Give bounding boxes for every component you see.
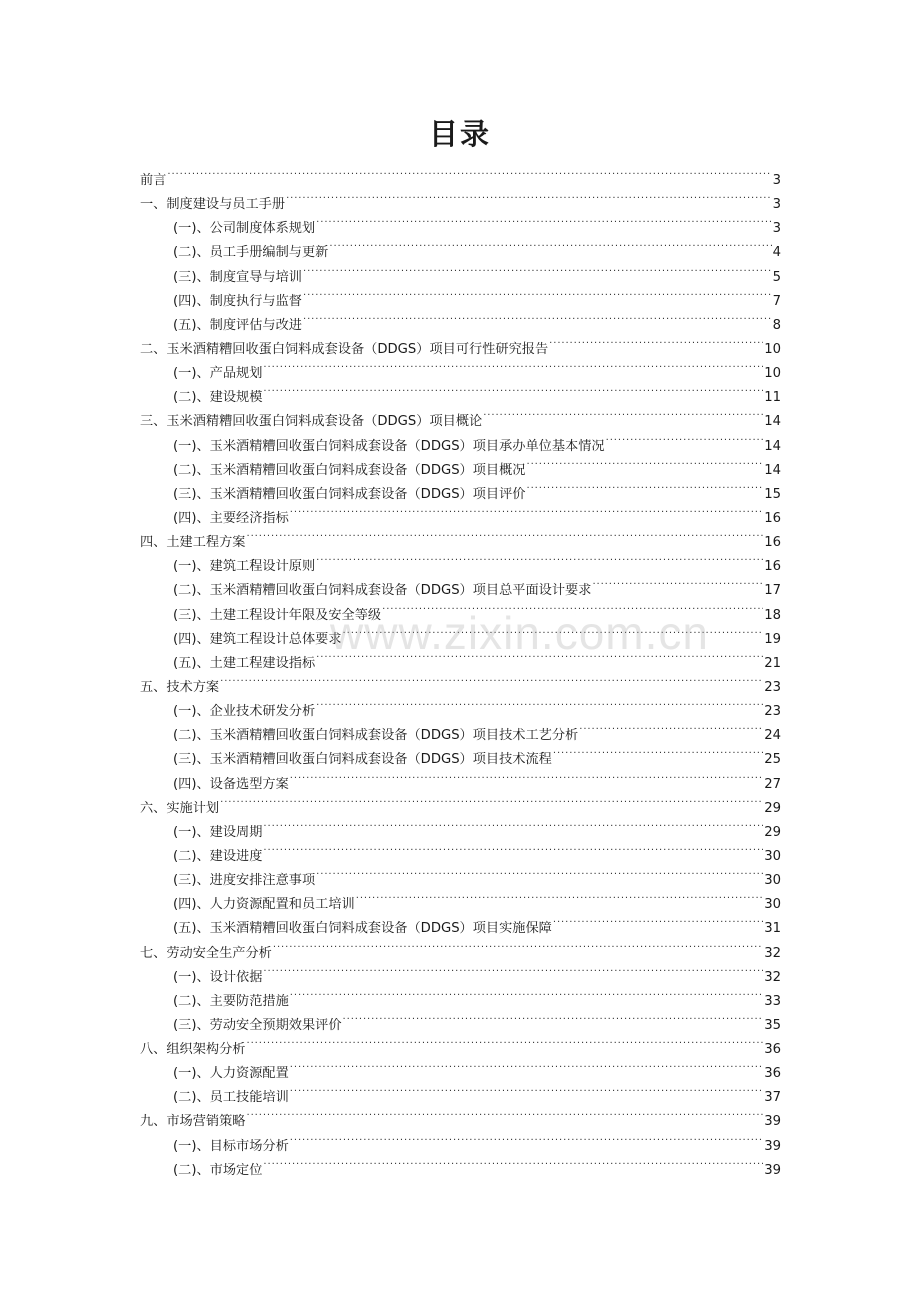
toc-entry-label: (四)、设备选型方案 <box>173 773 290 797</box>
toc-entry-label: (一)、设计依据 <box>173 966 263 990</box>
toc-entry-label: 一、制度建设与员工手册 <box>140 193 286 217</box>
toc-entry-label: (二)、玉米酒精糟回收蛋白饲料成套设备（DDGS）项目技术工艺分析 <box>173 724 579 748</box>
toc-entry-page: 30 <box>764 897 781 913</box>
toc-entry[interactable] <box>140 981 781 1009</box>
toc-entry-label: (二)、玉米酒精糟回收蛋白饲料成套设备（DDGS）项目概况 <box>173 459 527 483</box>
toc-entry-page: 3 <box>772 221 781 237</box>
toc-entry-label: 四、土建工程方案 <box>140 531 247 555</box>
toc-dot-leader <box>382 595 763 619</box>
toc-entry-label: (三)、制度宣导与培训 <box>173 266 303 290</box>
toc-dot-leader <box>290 1077 763 1101</box>
toc-entry-page: 3 <box>772 197 781 213</box>
toc-entry-page: 37 <box>764 1090 781 1106</box>
toc-dot-leader <box>527 474 764 498</box>
toc-entry-label: (一)、企业技术研发分析 <box>173 700 316 724</box>
toc-dot-leader <box>303 257 772 281</box>
toc-entry-page: 10 <box>764 366 781 382</box>
toc-entry-label: (一)、建设周期 <box>173 821 263 845</box>
toc-entry[interactable] <box>140 764 781 792</box>
toc-entry-page: 29 <box>764 824 781 840</box>
toc-dot-leader <box>167 160 771 184</box>
toc-entry-page: 23 <box>764 704 781 720</box>
toc-entry[interactable] <box>140 160 781 188</box>
toc-entry-page: 16 <box>764 559 781 575</box>
toc-dot-leader <box>263 353 763 377</box>
toc-entry-page: 11 <box>764 390 781 406</box>
toc-entry-page: 7 <box>772 293 781 309</box>
toc-entry-label: (二)、市场定位 <box>173 1159 263 1183</box>
toc-entry[interactable] <box>140 401 781 430</box>
toc-entry-page: 16 <box>764 510 781 526</box>
toc-entry-label: (一)、产品规划 <box>173 362 263 386</box>
toc-entry-label: (四)、人力资源配置和员工培训 <box>173 893 356 917</box>
toc-entry[interactable] <box>140 522 781 551</box>
toc-entry-page: 36 <box>764 1066 781 1082</box>
toc-entry[interactable] <box>140 474 781 502</box>
toc-entry-label: 五、技术方案 <box>140 676 220 700</box>
toc-entry[interactable] <box>140 691 781 720</box>
toc-entry[interactable] <box>140 860 781 889</box>
toc-entry-label: (一)、人力资源配置 <box>173 1062 290 1086</box>
toc-entry-page: 36 <box>764 1042 781 1058</box>
toc-entry[interactable] <box>140 1101 781 1130</box>
toc-entry[interactable] <box>140 208 781 237</box>
toc-entry[interactable] <box>140 908 781 937</box>
toc-dot-leader <box>303 305 772 329</box>
toc-dot-leader <box>263 836 763 860</box>
toc-entry-page: 14 <box>764 462 781 478</box>
toc-entry-page: 30 <box>764 848 781 864</box>
toc-entry[interactable] <box>140 1077 781 1106</box>
toc-entry-page: 39 <box>764 1162 781 1178</box>
toc-entry-page: 39 <box>764 1114 781 1130</box>
toc-entry-page: 32 <box>764 969 781 985</box>
toc-dot-leader <box>303 281 772 305</box>
toc-entry[interactable] <box>140 329 781 357</box>
toc-entry[interactable] <box>140 184 781 213</box>
toc-dot-leader <box>483 401 763 425</box>
toc-entry[interactable] <box>140 498 781 526</box>
toc-dot-leader <box>606 426 764 450</box>
toc-entry[interactable] <box>140 450 781 478</box>
toc-entry[interactable] <box>140 667 781 695</box>
toc-entry[interactable] <box>140 1150 781 1178</box>
toc-entry-page: 24 <box>764 728 781 744</box>
toc-entry[interactable] <box>140 1053 781 1082</box>
toc-dot-leader <box>273 933 763 957</box>
toc-entry[interactable] <box>140 426 781 454</box>
toc-entry-label: (二)、玉米酒精糟回收蛋白饲料成套设备（DDGS）项目总平面设计要求 <box>173 579 592 603</box>
toc-dot-leader <box>290 1126 763 1150</box>
toc-entry[interactable] <box>140 353 781 382</box>
toc-dot-leader <box>247 522 764 546</box>
toc-entry-label: (五)、玉米酒精糟回收蛋白饲料成套设备（DDGS）项目实施保障 <box>173 917 553 941</box>
toc-entry-label: (二)、员工技能培训 <box>173 1086 290 1110</box>
toc-entry-page: 25 <box>764 752 781 768</box>
toc-entry[interactable] <box>140 257 781 285</box>
toc-entry-page: 21 <box>764 655 781 671</box>
toc-entry[interactable] <box>140 836 781 864</box>
toc-entry-page: 23 <box>764 679 781 695</box>
toc-entry-page: 14 <box>764 414 781 430</box>
toc-dot-leader <box>263 1150 763 1174</box>
toc-dot-leader <box>263 377 763 401</box>
toc-entry[interactable] <box>140 232 781 261</box>
toc-dot-leader <box>316 643 763 667</box>
toc-entry-page: 32 <box>764 945 781 961</box>
toc-entry-page: 15 <box>764 486 781 502</box>
toc-entry-page: 35 <box>764 1017 781 1033</box>
toc-dot-leader <box>579 715 763 739</box>
toc-dot-leader <box>263 957 763 981</box>
toc-dot-leader <box>290 981 763 1005</box>
toc-entry-label: (四)、主要经济指标 <box>173 507 290 531</box>
toc-entry-label: (三)、进度安排注意事项 <box>173 869 316 893</box>
toc-entry[interactable] <box>140 570 781 599</box>
toc-dot-leader <box>220 667 763 691</box>
toc-entry-label: (四)、建筑工程设计总体要求 <box>173 628 343 652</box>
toc-entry[interactable] <box>140 788 781 816</box>
toc-dot-leader <box>263 812 763 836</box>
toc-entry-label: 三、玉米酒精糟回收蛋白饲料成套设备（DDGS）项目概论 <box>140 410 483 434</box>
toc-entry-label: (二)、建设进度 <box>173 845 263 869</box>
toc-entry[interactable] <box>140 305 781 333</box>
toc-entry-label: (二)、主要防范措施 <box>173 990 290 1014</box>
toc-dot-leader <box>553 908 763 932</box>
toc-dot-leader <box>329 232 771 256</box>
toc-entry-label: 前言 <box>140 169 167 193</box>
toc-entry-page: 8 <box>772 317 781 333</box>
toc-entry-label: (二)、员工手册编制与更新 <box>173 241 329 265</box>
toc-entry[interactable] <box>140 281 781 309</box>
toc-entry-page: 5 <box>772 269 781 285</box>
watermark: www.zixin.com.cn <box>330 607 709 659</box>
toc-entry-page: 3 <box>772 173 781 188</box>
toc-entry-label: (一)、建筑工程设计原则 <box>173 555 316 579</box>
toc-entry-label: (三)、玉米酒精糟回收蛋白饲料成套设备（DDGS）项目技术流程 <box>173 748 553 772</box>
toc-dot-leader <box>343 619 764 643</box>
toc-dot-leader <box>316 546 763 570</box>
toc-entry-label: 七、劳动安全生产分析 <box>140 942 273 966</box>
toc-dot-leader <box>247 1101 764 1125</box>
toc-entry-page: 27 <box>764 776 781 792</box>
toc-dot-leader <box>316 208 771 232</box>
toc-dot-leader <box>592 570 763 594</box>
toc-entry-label: 九、市场营销策略 <box>140 1110 247 1134</box>
toc-entry-label: (二)、建设规模 <box>173 386 263 410</box>
toc-entry-label: (五)、土建工程建设指标 <box>173 652 316 676</box>
toc-dot-leader <box>527 450 764 474</box>
toc-entry-label: (三)、劳动安全预期效果评价 <box>173 1014 343 1038</box>
toc-entry-page: 18 <box>764 607 781 623</box>
toc-entry[interactable] <box>140 812 781 840</box>
toc-dot-leader <box>553 739 763 763</box>
toc-dot-leader <box>290 764 763 788</box>
toc-entry-page: 31 <box>764 921 781 937</box>
toc-entry[interactable] <box>140 715 781 744</box>
toc-dot-leader <box>343 1005 764 1029</box>
toc-entry-label: (三)、土建工程设计年限及安全等级 <box>173 604 382 628</box>
toc-entry-label: 八、组织架构分析 <box>140 1038 247 1062</box>
toc-dot-leader <box>220 788 763 812</box>
toc-entry-page: 30 <box>764 873 781 889</box>
toc-entry[interactable] <box>140 595 781 623</box>
toc-dot-leader <box>356 884 763 908</box>
toc-entry-page: 33 <box>764 993 781 1009</box>
toc-entry-label: (一)、玉米酒精糟回收蛋白饲料成套设备（DDGS）项目承办单位基本情况 <box>173 435 606 459</box>
toc-entry-page: 16 <box>764 535 781 551</box>
toc-entry-page: 10 <box>764 341 781 357</box>
toc-dot-leader <box>290 498 763 522</box>
toc-entry[interactable] <box>140 546 781 575</box>
toc-entry-page: 14 <box>764 438 781 454</box>
toc-entry[interactable] <box>140 957 781 985</box>
toc-entry[interactable] <box>140 377 781 406</box>
toc-entry-page: 19 <box>764 631 781 647</box>
table-of-contents <box>140 160 781 1178</box>
toc-entry[interactable] <box>140 1029 781 1058</box>
toc-dot-leader <box>316 860 763 884</box>
toc-dot-leader <box>316 691 763 715</box>
toc-dot-leader <box>290 1053 763 1077</box>
toc-entry-label: (四)、制度执行与监督 <box>173 290 303 314</box>
toc-entry-page: 29 <box>764 800 781 816</box>
toc-entry-label: (一)、目标市场分析 <box>173 1135 290 1159</box>
toc-dot-leader <box>247 1029 764 1053</box>
toc-entry[interactable] <box>140 1126 781 1154</box>
toc-entry-label: (五)、制度评估与改进 <box>173 314 303 338</box>
toc-entry-label: (一)、公司制度体系规划 <box>173 217 316 241</box>
toc-entry[interactable] <box>140 739 781 768</box>
toc-entry-page: 39 <box>764 1138 781 1154</box>
toc-entry-page: 4 <box>772 245 781 261</box>
toc-entry-page: 17 <box>764 583 781 599</box>
toc-entry-label: 二、玉米酒精糟回收蛋白饲料成套设备（DDGS）项目可行性研究报告 <box>140 338 549 362</box>
toc-entry-label: 六、实施计划 <box>140 797 220 821</box>
toc-entry-label: (三)、玉米酒精糟回收蛋白饲料成套设备（DDGS）项目评价 <box>173 483 527 507</box>
toc-dot-leader <box>286 184 772 208</box>
toc-entry[interactable] <box>140 1005 781 1033</box>
toc-dot-leader <box>549 329 763 353</box>
toc-entry[interactable] <box>140 933 781 961</box>
page-title: 目录 <box>428 117 491 151</box>
toc-entry[interactable] <box>140 884 781 913</box>
toc-entry[interactable] <box>140 643 781 671</box>
